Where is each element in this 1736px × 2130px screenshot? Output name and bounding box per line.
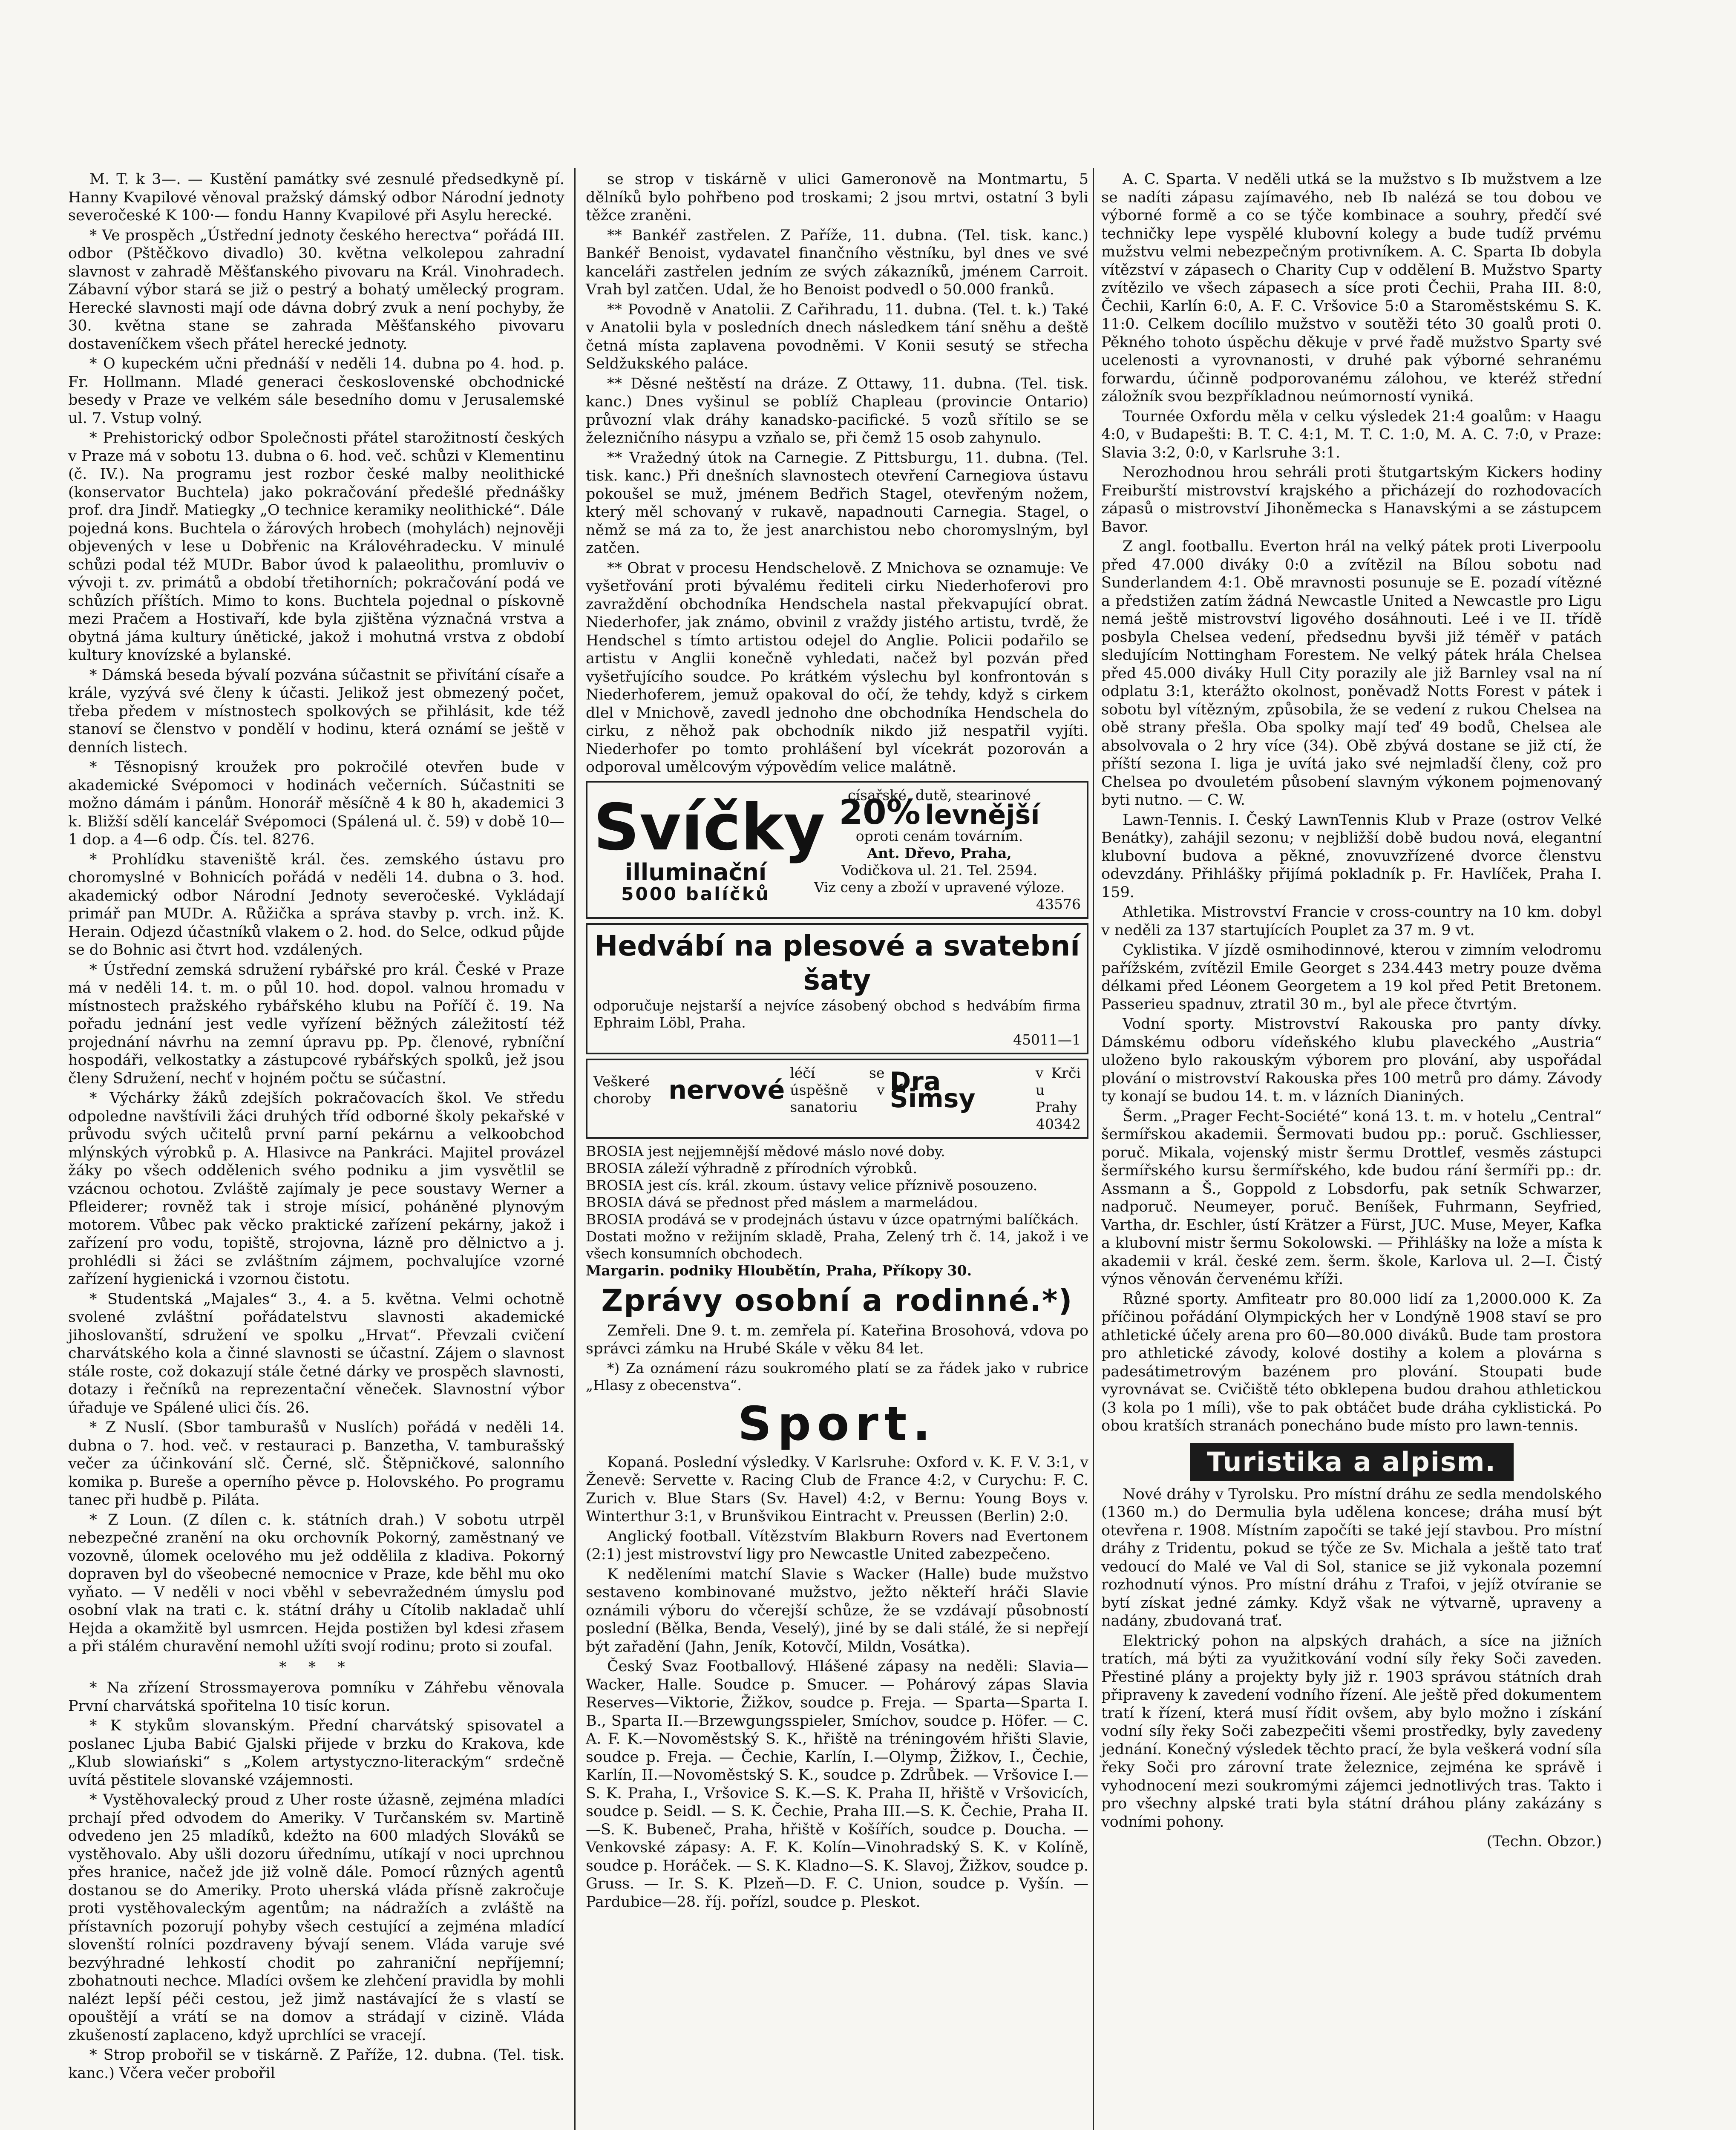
article: Athletika. Mistrovství Francie v cross-country na 10 km. dobyl v neděli za 137 startujících Pouplet za 37 m. 9 vt. bbox=[1101, 904, 1602, 939]
advert-line: BROSIA jest nejjemnější mědové máslo nové doby. bbox=[586, 1143, 945, 1160]
advert-text: císařské, dutě, stearinové bbox=[847, 786, 1031, 803]
article: Různé sporty. Amfiteatr pro 80.000 lidí za 1,2000.000 K. Za příčinou pořádání Olympických her v Londýně 1908 staví se pro athletické účely arena pro 60—80.000 diváků. Bude tam prostora pro athletické závody, kolové dostihy a kolem a plovárna s padesátimetrovým bazénem pro plování. Stoupati bude vyrovnávat se. Cvičiště této obklepena budou drahou athletickou (3 kola po 1 míli), vše to pak obtáčet bude dráha cyklistická. Po obou kratších stranách ponecháno bude místo pro lawn-tennis. bbox=[1101, 1290, 1602, 1434]
advert-line: BROSIA jest cís. král. zkoum. ústavy velice příznivě posouzeno. bbox=[586, 1177, 1038, 1194]
article: ** Děsné neštěstí na dráze. Z Ottawy, 11. dubna. (Tel. tisk. kanc.) Dnes vyšinul se poblíž Chapleau (provincie Ontario) průvozní vlak dráhy kanadsko-pacifické. 5 vozů sřítilo se se železničního násypu a vzňalo se, při čemž 15 osob zahynulo. bbox=[586, 375, 1088, 446]
article: * Dámská beseda bývalí pozvána súčastnit se přivítání císaře a krále, vyzývá své členy k účasti. Jelikož jest obmezený počet, třeba předem v místnostech spolkových se přihlásit, kde též stanoví se členstvo v pondělí v hodinu, která oznámí se ještě v denních listech. bbox=[68, 666, 564, 756]
advert-line: Margarin. podniky Hloubětín, Praha, Příkopy 30. bbox=[586, 1262, 972, 1279]
article: * Na zřízení Strossmayerova pomníku v Záhřebu věnovala První charvátská spořitelna 10 tisíc korun. bbox=[68, 1679, 564, 1715]
article: Z angl. footballu. Everton hrál na velký pátek proti Liverpoolu před 47.000 diváky 0:0 a zvítězil na Bílou sobotu nad Sunderlandem 4:1. Obě mravnosti posunuje se E. pozadí vítězné a předstižen zatím žádná Newcastle United a Newcastle pro Ligu nemá ještě mistrovství ligového dosáhnouti. Leé i ve II. třídě posbyla Chelsea vedení, předsednu byvši již téměř v patách sledujícím Nottingham Forestem. Ne velký pátek hrála Chelsea před 45.000 diváky Hull City porazily ale již Barnley vsal na ní odplatu 3:1, kterážto okolnost, poněvadž Notts Forest v pátek i sobotu byl vítězným, způsobila, že se vedení z rukou Chelsea na obě strany přešla. Oba spolky mají teď 49 bodů, Chelsea ale absolvovala o 2 hry více (34). Obě zbývá dostane se již ctí, že příští sezona I. liga je uvítá jako své nejmladší členy, což pro Chelsea po dvouletém působení slavným výkonem pojmenovaný byti nutno. — C. W. bbox=[1101, 538, 1602, 809]
article: Zemřeli. Dne 9. t. m. zemřela pí. Kateřina Brosohová, vdova po správci zámku na Hrubé Skále v věku 84 let. bbox=[586, 1322, 1088, 1357]
advert-firm: Ant. Dřevo, Praha, bbox=[867, 844, 1012, 861]
section-heading: Zprávy osobní a rodinné.*) bbox=[601, 1283, 1073, 1318]
article: Kopaná. Poslední výsledky. V Karlsruhe: Oxford v. K. F. V. 3:1, v Ženevě: Servette v. Racing Club de France 4:2, v Curychu: F. C. Zurich v. Blue Stars (Sv. Havel) 4:2, v Bernu: Young Boys v. Winterthur 3:1, v Brunšvikou Eintracht v. Preussen (Berlin) 2:0. bbox=[586, 1454, 1088, 1525]
advert-hedvabi bbox=[586, 923, 1088, 1054]
advert-text: oproti cenám továrním. bbox=[855, 827, 1023, 844]
article: ** Povodně v Anatolii. Z Cařihradu, 11. dubna. (Tel. t. k.) Také v Anatolii byla v posledních dnech následkem tání sněhu a deště četná místa zaplavena povodněmi. V Konii sesutý se střecha Seldžukského paláce. bbox=[586, 301, 1088, 372]
source-credit: (Techn. Obzor.) bbox=[1486, 1833, 1602, 1850]
article: Šerm. „Prager Fecht-Société“ koná 13. t. m. v hotelu „Central“ šermířskou akademii. Šermovati budou pp.: poruč. Gschliesser, poruč. Mikala, vojenský mistr šermu Drottlef, vesměs zástupci šermířského kursu šermířského, kde budou rání šermíři pp.: dr. Assmann a Š., Goppold z Lobsdorfu, pak setník Schwarzer, nadporuč. Neumeyer, poruč. Beníšek, Fuhrmann, Seyfried, Vartha, dr. Eschler, ústí Krätzer a Fürst, JUC. Muse, Meyer, Kafka a klubovní mistr šermu Sokolowski. — Přihlášky na lože a místa k akademii v král. české zem. šerm. škole, Karlova ul. 2—I. Čistý výnos věnován červenému kříži. bbox=[1101, 1108, 1602, 1288]
article: ** Bankéř zastřelen. Z Paříže, 11. dubna. (Tel. tisk. kanc.) Bankéř Benoist, vydavatel finančního věstníku, byl dnes ve své kanceláři zastřelen jedním ze svých zákazníků, jménem Carroit. Vrah byl zatčen. Udal, že ho Benoist podvedl o 50.000 franků. bbox=[586, 227, 1088, 298]
article: ** Vražedný útok na Carnegie. Z Pittsburgu, 11. dubna. (Tel. tisk. kanc.) Při dnešních slavnostech otevření Carnegiova ústavu pokoušel se muž, jménem Bedřich Stagel, otevřeným nožem, který měl schovaný v rukavě, napadnouti Carnegia. Stagel, o němž se má za to, že jest anarchistou nebo choromyslným, byl zatčen. bbox=[586, 449, 1088, 557]
advert-code: 45011—1 bbox=[1013, 1031, 1081, 1048]
article: Lawn-Tennis. I. Český LawnTennis Klub v Praze (ostrov Velké Benátky), zahájil sezonu; v nejbližší době budou nová, elegantní klubovní budova a pěkné, znovuvzřízené dvorce členstvu odevzdány. Přihlášky přijímá pokladník p. Fr. Havlíček, Praha I. 159. bbox=[1101, 811, 1602, 901]
column-left bbox=[68, 170, 564, 2130]
advert-percent: 20% bbox=[839, 792, 921, 832]
article: se strop v tiskárně v ulici Gameronově na Montmartu, 5 dělníků bylo pohřbeno pod troskami; 2 jsou mrtvi, ostatní 3 byli těžce zraněni. bbox=[586, 171, 1088, 224]
advert-text: Veškeré choroby bbox=[593, 1073, 651, 1107]
article: * Z Loun. (Z dílen c. k. státních drah.) V sobotu utrpěl nebezpečné zranění na oku orchovník Pokorný, zaměstnaný ve vozovně, úlomek ocelového mu jež oddělila z kladiva. Pokorný dopraven byl do všeobecné nemocnice v Praze, kde běhl mu oko vyňato. — V neděli v noci vběhl v sebevražedném úmyslu pod osobní vlak na trati c. k. státní dráhy u Cítolib nakladač uhlí Hejda a okamžitě byl usmrcen. Hejda postižen byl kdesi zřasem a při stálém churavění nemohl užíti svojí rodinu; proto si zoufal. bbox=[68, 1511, 564, 1655]
advert-brosia bbox=[586, 1143, 1088, 1279]
column-right bbox=[1101, 170, 1602, 2130]
advert-line: BROSIA záleží výhradně z přírodních výrobků. bbox=[586, 1160, 917, 1177]
article: Nerozhodnou hrou sehráli proti štutgartským Kickers hodiny Freiburští mistrovství krajského a přicházejí do rozhodovacích zápasů o mistrovství Jihoněmecka s Hanavskými a se zástupcem Bavor. bbox=[1101, 464, 1602, 535]
column-rule bbox=[1093, 168, 1094, 2130]
advert-text: levnější bbox=[925, 799, 1040, 830]
article: * Výchárky žáků zdejších pokračovacích škol. Ve středu odpoledne navštívili žáci druhých tříd odborné školy pekařské v průvodu svých učitelů první parní pekárnu a velkoobchod mlýnských výrobků p. A. Hlasivce na Pankráci. Majitel provázel žáky po všech oddělenich svého podniku a jim vysvětlil se vzácnou ochotou. Zvláště zajímaly je pece soustavy Werner a Pfleiderer; rovněž tak i stroje mísicí, poháněné plynovým motorem. Vůbec pak věcko praktické zařízení pekárny, jakož i zařízení pro vodu, topiště, strojovna, lázně pro dělnictvo a j. prohlédli si žáci se zvláštním zájmem, pochvalujíce vzorné zařízení hygienická i vzornou čistotu. bbox=[68, 1090, 564, 1288]
advert-code: 40342 bbox=[1036, 1115, 1081, 1132]
article: Tournée Oxfordu měla v celku výsledek 21:4 goalům: v Haagu 4:0, v Budapešti: B. T. C. 4:1, M. T. C. 1:0, M. A. C. 7:0, v Praze: Slavia 3:2, 0:0, v Karlsruhe 3:1. bbox=[1101, 408, 1602, 461]
article: Vodní sporty. Mistrovství Rakouska pro panty dívky. Dámskému odboru vídeňského klubu plaveckého „Austria“ uloženo bylo rakouským výborem pro plování, aby uspořádal plování o mistrovství Rakouska přes 100 metrů pro dámy. Závody ty konají se budou 14. t. m. v lázních Dianiných. bbox=[1101, 1016, 1602, 1105]
advert-count: 5000 balíčků bbox=[621, 884, 770, 905]
article: A. C. Sparta. V neděli utká se la mužstvo s Ib mužstvem a lze se nadíti zápasu zajímavého, neb Ib nalézá se tou dobou ve výborné formě a co se týče kombinace a souhry, předčí své techničky lepe vyspělé klubovní kolegy a bude tudíž prvému mužstvu velmi nebezpečným protivníkem. A. C. Sparta Ib dobyla vítězství v zápasech o Charity Cup v oddělení B. Mužstvo Sparty zvítězilo ve všech zápasech a síce proti Čechii, Praha III. 8:0, Čechii, Karlín 6:0, A. F. C. Vršovice 5:0 a Staroměstskému S. K. 11:0. Celkem docílilo mužstvo v soutěži této 30 goalů proti 0. Pěkného tohoto úspěchu děkuje v prvé řadě mužstvo Sparty své ucelenosti a vyrovnanosti, v druhé pak výborné sehranému forwardu, účinně podporovanému zálohou, ve kteréž střední záložník svou bezpříkladnou neúmorností vyniká. bbox=[1101, 171, 1602, 405]
article: * Ve prospěch „Ústřední jednoty českého herectva“ pořádá III. odbor (Pštěčkovo divadlo) 30. května velkolepou zahradní slavnost v zahradě Měšťanského pivovaru na Král. Vinohradech. Zábavní výbor stará se již o pestrý a bohatý umělecký program. Herecké slavnosti mají ode dávna dobrý zvuk a není pochyby, že 30. května stane se zahrada Měšťanského pivovaru dostaveníčkem všech přátel herecké jednoty. bbox=[68, 227, 564, 353]
column-rule bbox=[574, 168, 576, 2130]
article: * Ústřední zemská sdružení rybářské pro král. České v Praze má v neděli 14. t. m. o půl 10. hod. dopol. valnou hromadu v místnostech pražského rybářského klubu na Poříčí č. 19. Na pořadu jednání jest vedle vyřízení běžných záležitostí též projednání návrhu na zemní úpravu pp. Pp. členové, rybníční hospodáři, velkostatky a zástupcové rybářských spolků, jež jsou členy Sdružení, nechť v hojném počtu se súčastní. bbox=[68, 961, 564, 1087]
advert-line: Dostati možno v režijním skladě, Praha, Zelený trh č. 14, jakož i ve všech konsumních obchodech. bbox=[586, 1228, 1088, 1262]
article: * Těsnopisný kroužek pro pokročilé otevřen bude v akademické Svépomoci v hodinách večerních. Súčastniti se možno dámám i pánům. Honorář měsíčně 4 k 80 h, akademici 3 k. Bližší sdělí kancelář Svépomoci (Spálená ul. č. 59) v době 10—1 dop. a 4—6 odp. Čís. tel. 8276. bbox=[68, 759, 564, 848]
article: * Strop probořil se v tiskárně. Z Paříže, 12. dubna. (Tel. tisk. kanc.) Včera večer probořil bbox=[68, 2047, 564, 2082]
article: ** Obrat v procesu Hendschelově. Z Mnichova se oznamuje: Ve vyšetřování proti bývalému řediteli cirku Niederhoferovi pro zavraždění obchodníka Hendschela nastal překvapující obrat. Niederhofer, jak známo, obvinil z vraždy jistého artistu, tvrdě, že Hendschel s tímto artistou odejel do Anglie. Policii podařilo se artistu v Anglii konečně vyhledati, načež byl pozván před vyšetřujícího soudce. Po krátkém výslechu byl konfrontován s Niederhoferem, jemuž opakoval do očí, že tehdy, když s cirkem dlel v Mnichově, zavedl jednoho dne obchodníka Hendschela do cirku, z něhož pak obchodník nikdo již nespatřil vyjíti. Niederhofer po tomto prohlášení byl vícekrát pozorován a odporoval umělcovým výpovědím velice malátně. bbox=[586, 559, 1088, 776]
advert-line: BROSIA dává se přednost před máslem a marmeládou. bbox=[586, 1194, 978, 1211]
article: * Vystěhovalecký proud z Uher roste úžasně, zejména mladíci prchají před odvodem do Ameriky. V Turčanském sv. Martině odvedeno jen 25 mladíků, kdežto na 600 mladých Slováků se vystěhovalo. Aby ušli dozoru úřednímu, utíkají v noci uprchnou přes hranice, načež jde již volně dále. Pomocí různých agentů dostanou se do Ameriky. Proto uherská vláda přísně zakročuje proti vystěhovaleckým agentům; na nádražích a zvláště na přístavních pozorují pohyby všech cestující a zejména mladící slovenští rolníci pozdraveny bývají senem. Vláda varuje své bezvýhradné lehkostí chodit po zahraniční nepříjemní; zbohatnouti nechce. Mladíci ovšem ke zlehčení pravidla by mohli nalézt lepší péči cestou, jež jimž nastávající že s vlastí se opouštějí a vrátí se na domov a strádají v cizině. Vláda zkušeností zaplaceno, když uprchlíci se vracejí. bbox=[68, 1791, 564, 2044]
advert-name: Dra Šimsy bbox=[890, 1066, 976, 1114]
advert-text: léčí se úspěšně v sanatoriu bbox=[790, 1064, 885, 1115]
article: * Prehistorický odbor Společnosti přátel starožitností českých v Praze má v sobotu 13. dubna o 6. hod. več. schůzi v Klementinu (č. IV.). Na programu jest rozbor české malby neolithické (konservator Buchtela) jako pokračování předešlé přednášky prof. dra Jindř. Matiegky „O technice keramiky neolithické“. Dále pojedná kons. Buchtela o žárových hrobech (mohylách) nejnověji objevených v lese u Dobřenic na Královéhradecku. V minulé schůzi podal též MUDr. Babor úvod k palaeolithu, promluviv o vývoji t. zv. primátů a období třetihorních; pokračování podá ve schůzích příštích. Mimo to kons. Buchtela pojednal o pískovně mezi Pračem a Hostivaří, kde byla zjištěna význačná vrstva a obytná jáma kultury únětické, jakož i mohutná vrstva z období kultury knovízské a bylanské. bbox=[68, 429, 564, 664]
advert-text: odporučuje nejstarší a nejvíce zásobený obchod s hedvábím firma Ephraim Löbl, Praha. bbox=[593, 997, 1081, 1031]
advert-title: Hedvábí na plesové a svatební šaty bbox=[594, 929, 1080, 996]
advert-code: 43576 bbox=[1036, 895, 1081, 912]
article: * Z Nuslí. (Sbor tamburašů v Nuslích) pořádá v neděli 14. dubna o 7. hod. več. v restauraci p. Banzetha, V. tamburašský večer za účinkování slč. Černé, slč. Štěpničkové, salonního komika p. Bureše a operního pěvce p. Holovského. Po programu tanec při hudbě p. Piláta. bbox=[68, 1419, 564, 1508]
advert-text: Viz ceny a zboží v upravené výloze. bbox=[814, 878, 1065, 895]
footnote: *) Za oznámení rázu soukromého platí se za řádek jako v rubrice „Hlasy z obecenstva“. bbox=[586, 1359, 1088, 1393]
article: * O kupeckém učni přednáší v neděli 14. dubna po 4. hod. p. Fr. Hollmann. Mladé generaci československé obchodnické besedy v Praze ve velkém sále besedního domu v Jerusalemské ul. 7. Vstup volný. bbox=[68, 355, 564, 427]
advert-subtitle: illuminační bbox=[625, 859, 767, 886]
article: Český Svaz Footballový. Hlášené zápasy na neděli: Slavia—Wacker, Halle. Soudce p. Smucer. — Pohárový zápas Slavia Reserves—Viktorie, Žižkov, soudce p. Freja. — Sparta—Sparta I. B., Sparta II.—Brzewgungsspieler, Smíchov, soudce p. Höfer. — C. A. F. K.—Novoměstský S. K., hřiště na tréningovém hřišti Slavie, soudce p. Freja. — Čechie, Karlín, I.—Olymp, Žižkov, I., Čechie, Karlín, II.—Novoměstský S. K., soudce p. Zdrůbek. — Vršovice I.—S. K. Praha, I., Vršovice S. K.—S. K. Praha II, hřiště v Vršovicích, soudce p. Seidl. — S. K. Čechie, Praha III.—S. K. Čechie, Praha II.—S. K. Bubeneč, Praha, hřiště v Košířích, soudce p. Doucha. — Venkovské zápasy: A. F. K. Kolín—Vinohradský S. K. v Kolíně, soudce p. Horáček. — S. K. Kladno—S. K. Slavoj, Žižkov, soudce p. Gruss. — Ir. S. K. Plzeň—D. F. C. Union, soudce p. Vyšín. — Pardubice—28. říj. pořízl, soudce p. Pleskot. bbox=[586, 1658, 1088, 1911]
article: * K stykům slovanským. Přední charvátský spisovatel a poslanec Ljuba Babić Gjalski přijede v brzku do Krakova, kde „Klub slowiański“ s „Kolem artystyczno-literackým“ srdečně uvítá pěstitele slovanské vzájemnosti. bbox=[68, 1717, 564, 1789]
advert-title: Svíčky bbox=[593, 791, 825, 865]
article: Nové dráhy v Tyrolsku. Pro místní dráhu ze sedla mendolského (1360 m.) do Dermulia byla udělena koncese; dráha musí být otevřena r. 1908. Místním započíti se také její stavbou. Pro místní dráhy z Tridentu, pokud se týče ze Sv. Michala a ještě tato trať vedoucí do Malé ve Val di Sol, stanice se již vykonala pozemní rozhodnutí výnos. Pro místní dráhu z Trafoi, v jejíž otvíranie se bytí získat jedné zámky. Když však ne výtvarně, upraveny a nadány, zbudovaná trať. bbox=[1101, 1485, 1602, 1629]
advert-address: Vodičkova ul. 21. Tel. 2594. bbox=[841, 861, 1038, 878]
article: * Studentská „Majales“ 3., 4. a 5. května. Velmi ochotně svolené zvláštní pořádatelstvu slavnosti akademické jihoslovanští, sdružení ve spolku „Hrvat“. Převzali cvičení charvátského kola a činné slavnosti se účastní. Zájem o slavnost stále roste, což dokazují stále četné dárky ve prospěch slavnosti, dotazy i řečníků na reprezentační věneček. Slavnostní výbor úřaduje ve Spálené ulici čís. 26. bbox=[68, 1290, 564, 1416]
article: M. T. k 3—. — Kustění památky své zesnulé předsedkyně pí. Hanny Kvapilové věnoval pražský dámský odbor Národní jednoty severočeské K 100·— fondu Hanny Kvapilové při Asylu herecké. bbox=[68, 171, 564, 224]
section-heading: Sport. bbox=[737, 1396, 937, 1451]
section-heading: Turistika a alpism. bbox=[1190, 1443, 1514, 1481]
advert-text: v Krči u Prahy bbox=[1035, 1064, 1081, 1115]
column-middle bbox=[586, 170, 1088, 2130]
article: * Prohlídku staveniště král. čes. zemského ústavu pro choromyslné v Bohnicích pořádá v neděli 14. dubna o 3. hod. akademický odbor Národní Jednoty severočeské. Vykládají primář pan MUDr. A. Růžička a správa stavby p. vrch. inž. K. Herain. Odjezd účastníků vlakem o 2. hod. do Selce, odkud půjde se do Bohnic asi čtvrt hod. vzdálených. bbox=[68, 851, 564, 958]
advert-svicky bbox=[586, 781, 1088, 919]
advert-line: BROSIA prodává se v prodejnách ústavu v úzce opatrnými balíčkách. bbox=[586, 1211, 1079, 1228]
article: K neděleními matchí Slavie s Wacker (Halle) bude mužstvo sestaveno kombinované mužstvo, ježto někteří hráči Slavie oznámili výboru do včerejší schůze, že se vzdávají působností poslední (Bělka, Benda, Veselý), jiné by se dali stálé, že si nepřejí být zařadění (Jahn, Jeník, Kotovčí, Mildn, Vosátka). bbox=[586, 1566, 1088, 1655]
advert-sims bbox=[586, 1059, 1088, 1139]
section-divider: * * * bbox=[279, 1658, 354, 1676]
article: Elektrický pohon na alpských drahách, a síce na jižních tratích, má býti za využitkování vodní síly řeky Soči zaveden. Přestiné plány a projekty byly již r. 1903 správou státních drah připraveny k zavedení vodního řízení. Ale ještě před dokumentem tratí k řízení, která musí řídit ovšem, aby bylo možno i získání vodní síly řeky Soči zabezpečiti všemi prostředky, byly zavedeny jednání. Konečný výsledek těchto prací, že byla veškerá vodní síla řeky Soči pro zárovní trate železnice, zejména ke správě i vyhodnocení mezi soukromými zájemci jednotlivých tras. Takto i pro všechny alpské trati byla státní dráhou plány zakázány s vodními pohony. bbox=[1101, 1632, 1602, 1831]
advert-title: nervové bbox=[668, 1075, 785, 1105]
article: Anglický football. Vítězstvím Blakburn Rovers nad Evertonem (2:1) jest mistrovství ligy pro Newcastle United zabezpečeno. bbox=[586, 1528, 1088, 1563]
article: Cyklistika. V jízdě osmihodinnové, kterou v zimním velodromu pařížském, zvítězil Emile Georget s 234.443 metry pouze dvěma délkami před Léonem Georgetem a 19 kol před Petit Bretonem. Passerieu spadnuv, ztratil 30 m., byl ale přece čtvrtým. bbox=[1101, 941, 1602, 1013]
